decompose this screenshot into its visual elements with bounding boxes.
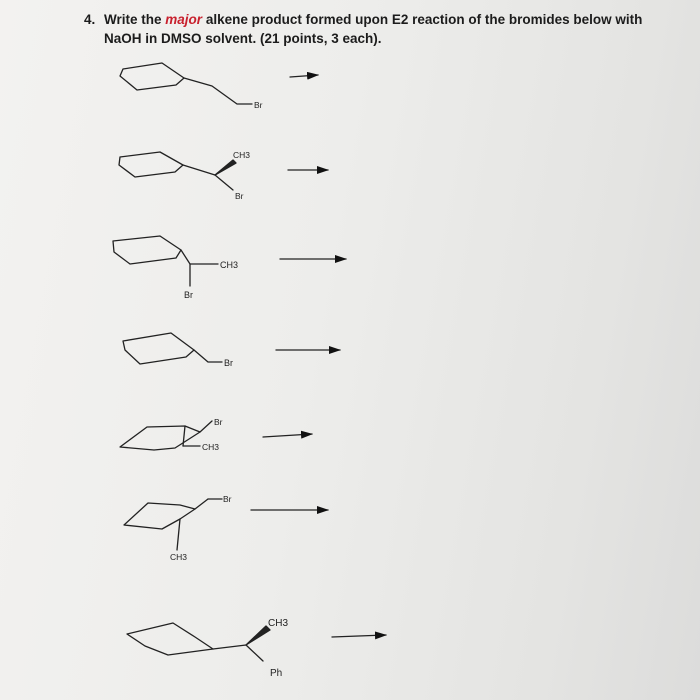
problem-2-structure [119, 152, 236, 190]
problem-7-reaction-arrow [332, 635, 386, 637]
problem-6-structure [124, 499, 222, 550]
problem-3-side-chain [181, 250, 218, 264]
problem-6-ch3-bond [177, 519, 180, 550]
problem-1-structure [120, 63, 252, 104]
problem-2-br-bond [215, 175, 233, 190]
problem-7-ph-label: Ph [270, 668, 283, 679]
problem-6-ch3-label: CH3 [170, 552, 188, 562]
question-emphasis: major [165, 12, 203, 27]
problem-6-cyclohexane-ring [124, 503, 195, 529]
problem-4-br-label: Br [224, 358, 233, 368]
problem-1-side-chain [184, 78, 252, 104]
problem-5-br-bond [200, 421, 212, 432]
problem-2-ch3-label: CH3 [233, 150, 251, 160]
problem-6-br-bond [195, 499, 208, 509]
problem-7-wedge-bond [246, 626, 270, 645]
problem-5-ch3-label: CH3 [202, 442, 220, 452]
problem-4-structure [123, 333, 222, 364]
problem-2-cyclohexane-ring [119, 152, 183, 177]
problem-1-br-label: Br [254, 100, 263, 110]
problem-2-wedge-bond [215, 160, 236, 175]
question-number: 4. [84, 12, 96, 27]
problem-7-cyclohexane-ring [127, 623, 213, 655]
problem-3-br-label: Br [184, 290, 193, 300]
problem-2-ring-bond [183, 165, 215, 175]
problem-7-ring-bond [213, 645, 246, 649]
problem-4-br-bond [194, 350, 222, 362]
problem-6-br-label: Br [223, 494, 232, 504]
problem-5-br-label: Br [214, 417, 223, 427]
problem-5-reaction-arrow [263, 434, 312, 437]
problem-4-cyclohexane-ring [123, 333, 194, 364]
question-line-2: NaOH in DMSO solvent. (21 points, 3 each). [104, 31, 382, 46]
problem-3-cyclohexane-ring [113, 236, 181, 264]
problem-7-ch3-label: CH3 [268, 618, 289, 629]
question-text-after: alkene product formed upon E2 reaction of the bromides below with [205, 12, 643, 27]
problem-3-structure [113, 236, 218, 286]
problem-7-structure [127, 623, 270, 661]
problem-3-ch3-label: CH3 [220, 260, 239, 270]
question-text-before: Write the [104, 12, 162, 27]
problem-2-br-label: Br [235, 191, 244, 201]
problem-1-reaction-arrow [290, 75, 318, 77]
problem-7-ph-bond [246, 645, 263, 661]
problem-1-cyclohexane-ring [120, 63, 184, 90]
problem-5-structure [120, 421, 212, 450]
